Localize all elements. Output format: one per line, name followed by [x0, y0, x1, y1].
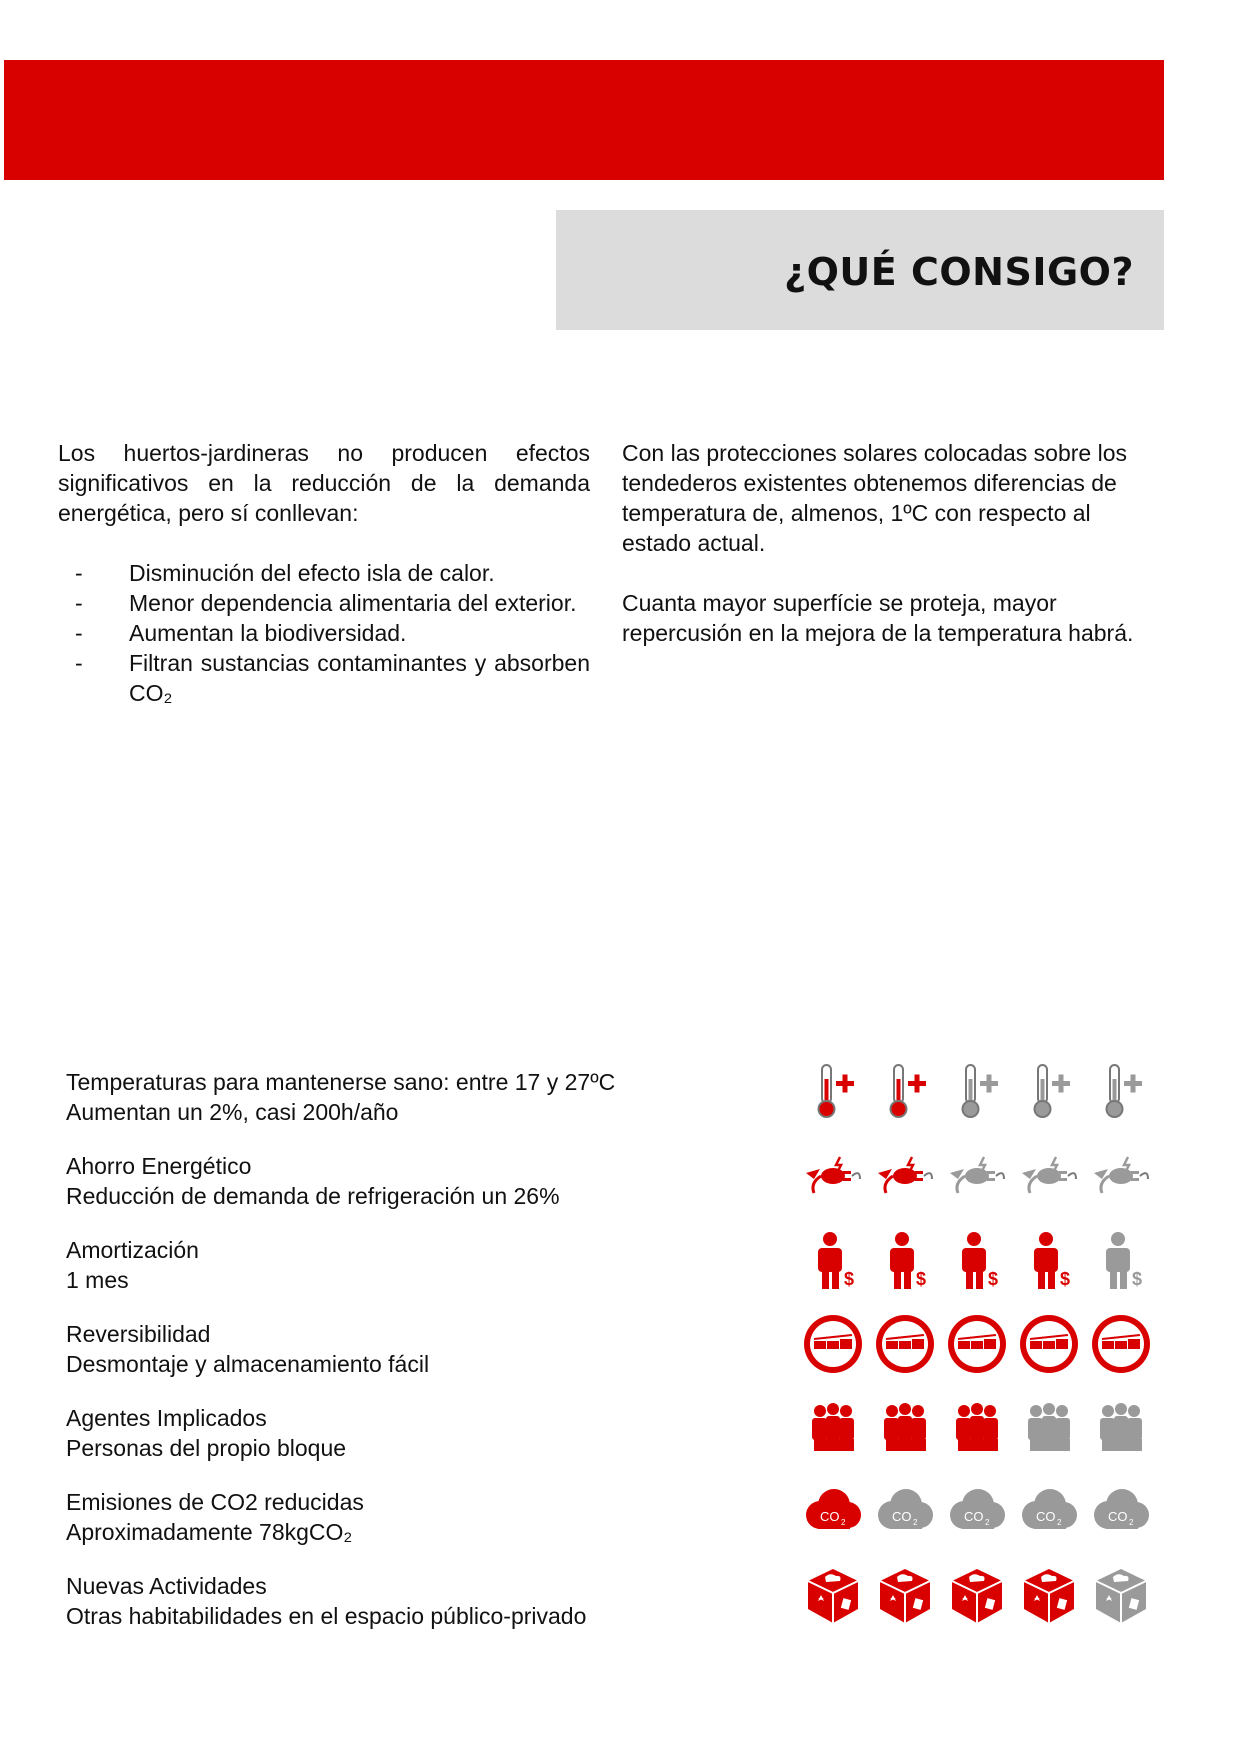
thermometer-plus-icon: [944, 1059, 1010, 1125]
energy-plug-icon: [1016, 1143, 1082, 1209]
header-red-banner: [4, 60, 1164, 180]
metric-energy-saving: [66, 1151, 1186, 1231]
energy-plug-icon: [1088, 1143, 1154, 1209]
metric-title: Emisiones de CO2 reducidas: [66, 1489, 364, 1515]
svg-text:CO: CO: [1036, 1509, 1056, 1524]
svg-text:2: 2: [841, 1518, 846, 1527]
benefit-item: - Menor dependencia alimentaria del exterior.: [75, 590, 577, 616]
metric-detail: Personas del propio bloque: [66, 1435, 347, 1461]
dismantle-circle-icon: [872, 1311, 938, 1377]
person-money-icon: [800, 1227, 866, 1293]
metric-agents: [66, 1403, 1186, 1483]
energy-plug-icon: [872, 1143, 938, 1209]
metric-title: Agentes Implicados: [66, 1405, 267, 1431]
svg-text:2: 2: [1057, 1518, 1062, 1527]
benefit-item: - Filtran sustancias contaminantes y absorben CO₂: [75, 650, 590, 706]
svg-text:$: $: [1060, 1269, 1071, 1289]
rating-icons: [800, 1311, 1220, 1381]
rating-icons: [800, 1227, 1220, 1297]
svg-text:2: 2: [913, 1518, 918, 1527]
thermometer-plus-icon: [1088, 1059, 1154, 1125]
metric-title: Ahorro Energético: [66, 1153, 252, 1179]
benefit-list: [58, 558, 590, 708]
thermometer-plus-icon: [800, 1059, 866, 1125]
metric-title: Amortización: [66, 1237, 199, 1263]
svg-text:$: $: [988, 1269, 999, 1289]
svg-text:2: 2: [1129, 1518, 1134, 1527]
metric-title: Temperaturas para mantenerse sano: entre 17 y 27ºC: [66, 1069, 616, 1095]
person-money-icon: [1088, 1227, 1154, 1293]
metric-co2: [66, 1487, 1186, 1567]
svg-text:CO: CO: [1108, 1509, 1128, 1524]
co2-cloud-icon: [800, 1479, 866, 1545]
svg-text:2: 2: [985, 1518, 990, 1527]
dismantle-circle-icon: [800, 1311, 866, 1377]
metric-detail: Otras habitabilidades en el espacio público-privado: [66, 1603, 587, 1629]
energy-plug-icon: [944, 1143, 1010, 1209]
people-group-icon: [800, 1395, 866, 1461]
activity-cube-icon: [1088, 1563, 1154, 1629]
people-group-icon: [1016, 1395, 1082, 1461]
rating-icons: [800, 1395, 1220, 1465]
activity-cube-icon: [800, 1563, 866, 1629]
svg-text:CO: CO: [820, 1509, 840, 1524]
dismantle-circle-icon: [1088, 1311, 1154, 1377]
activity-cube-icon: [944, 1563, 1010, 1629]
people-group-icon: [872, 1395, 938, 1461]
co2-cloud-icon: [872, 1479, 938, 1545]
metric-title: Nuevas Actividades: [66, 1573, 267, 1599]
svg-text:$: $: [916, 1269, 927, 1289]
rating-icons: [800, 1479, 1220, 1549]
svg-text:$: $: [844, 1269, 855, 1289]
dismantle-circle-icon: [1016, 1311, 1082, 1377]
person-money-icon: [944, 1227, 1010, 1293]
people-group-icon: [1088, 1395, 1154, 1461]
activity-cube-icon: [872, 1563, 938, 1629]
left-intro: Los huertos-jardineras no producen efectos significativos en la reducción de la demanda energética, pero sí conllevan:: [58, 440, 590, 526]
metric-temperature: [66, 1067, 1186, 1147]
left-column: [58, 438, 590, 708]
co2-cloud-icon: [1016, 1479, 1082, 1545]
energy-plug-icon: [800, 1143, 866, 1209]
metric-detail: 1 mes: [66, 1267, 129, 1293]
co2-cloud-icon: [1088, 1479, 1154, 1545]
right-paragraph-1: Con las protecciones solares colocadas sobre los tendederos existentes obtenemos diferencias de temperatura de, almenos, 1ºC con respecto al estado actual.: [622, 440, 1127, 556]
activity-cube-icon: [1016, 1563, 1082, 1629]
rating-icons: [800, 1143, 1220, 1213]
metric-title: Reversibilidad: [66, 1321, 211, 1347]
svg-text:CO: CO: [964, 1509, 984, 1524]
svg-text:$: $: [1132, 1269, 1143, 1289]
people-group-icon: [944, 1395, 1010, 1461]
metric-detail: Aproximadamente 78kgCO₂: [66, 1519, 353, 1545]
metric-detail: Reducción de demanda de refrigeración un 26%: [66, 1183, 560, 1209]
thermometer-plus-icon: [872, 1059, 938, 1125]
co2-cloud-icon: [944, 1479, 1010, 1545]
metric-new-activities: [66, 1571, 1186, 1651]
title-banner: [556, 210, 1164, 330]
benefit-item: - Aumentan la biodiversidad.: [75, 620, 407, 646]
thermometer-plus-icon: [1016, 1059, 1082, 1125]
page-title: ¿QUÉ CONSIGO?: [784, 250, 1134, 294]
rating-icons: [800, 1563, 1220, 1633]
benefit-item: - Disminución del efecto isla de calor.: [75, 560, 495, 586]
metric-reversibility: [66, 1319, 1186, 1399]
right-column: [622, 438, 1162, 648]
person-money-icon: [1016, 1227, 1082, 1293]
dismantle-circle-icon: [944, 1311, 1010, 1377]
metric-detail: Desmontaje y almacenamiento fácil: [66, 1351, 430, 1377]
person-money-icon: [872, 1227, 938, 1293]
rating-icons: [800, 1059, 1220, 1129]
metric-detail: Aumentan un 2%, casi 200h/año: [66, 1099, 399, 1125]
metric-amortization: [66, 1235, 1186, 1315]
right-paragraph-2: Cuanta mayor superfície se proteja, mayor repercusión en la mejora de la temperatura habrá.: [622, 590, 1134, 646]
svg-text:CO: CO: [892, 1509, 912, 1524]
